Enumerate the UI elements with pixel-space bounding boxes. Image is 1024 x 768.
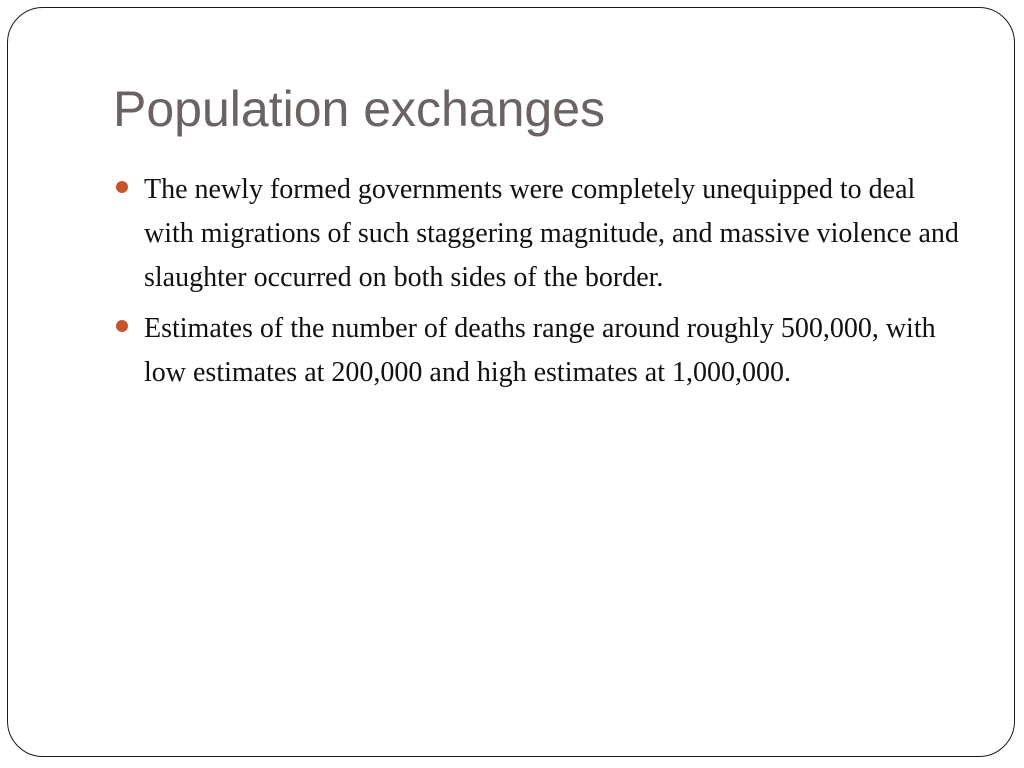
- bullet-text: The newly formed governments were completely unequipped to deal with migrations of such staggering magnitude, and massive violence and slaughter occurred on both sides of the border.: [144, 174, 959, 293]
- bullet-dot-icon: [116, 181, 128, 193]
- bullet-dot-icon: [116, 320, 128, 332]
- slide-title: Population exchanges: [113, 81, 606, 137]
- bullet-text: Estimates of the number of deaths range around roughly 500,000, with low estimates at 200,000 and high estimates at 1,000,000.: [144, 313, 936, 388]
- bullet-item: [113, 307, 963, 395]
- bullet-item: [113, 168, 963, 300]
- bullet-list: [113, 168, 963, 402]
